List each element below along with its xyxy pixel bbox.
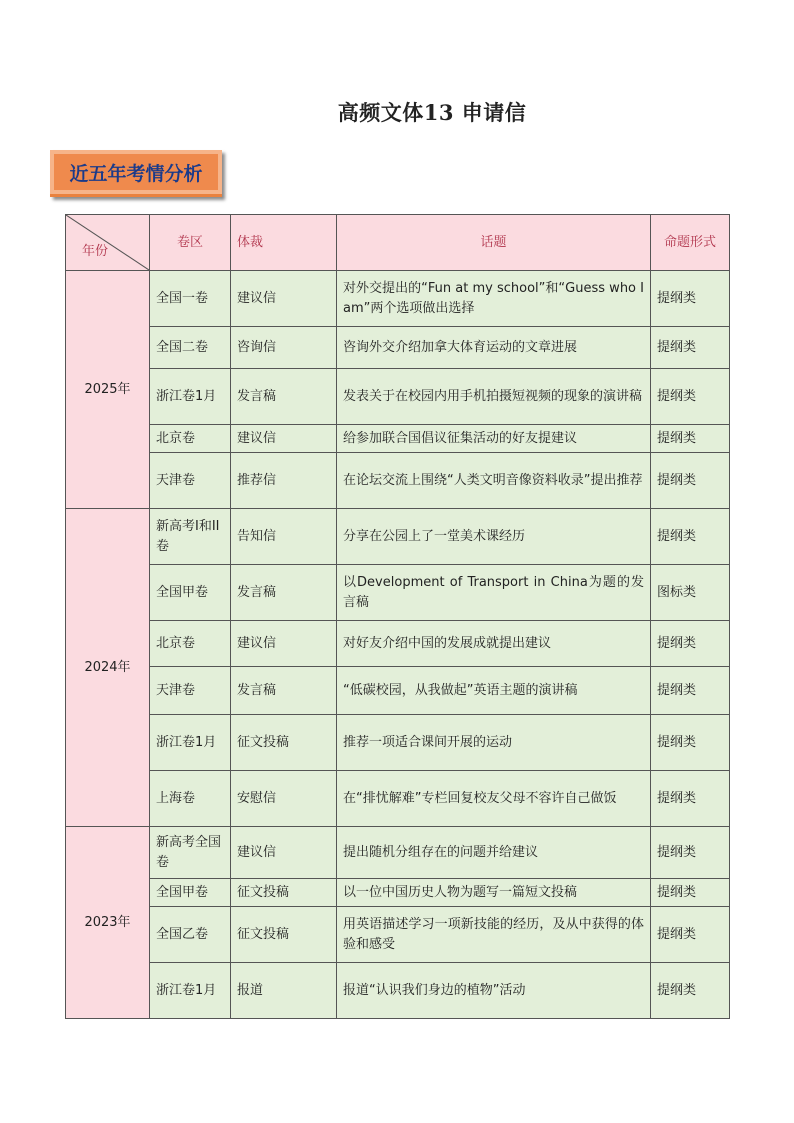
region-cell: 全国甲卷 bbox=[150, 565, 231, 621]
table-row bbox=[66, 271, 730, 327]
type-cell: 征文投稿 bbox=[231, 879, 337, 907]
header-topic: 话题 bbox=[337, 215, 651, 271]
header-region: 卷区 bbox=[150, 215, 231, 271]
form-cell: 提纲类 bbox=[651, 771, 730, 827]
type-cell: 征文投稿 bbox=[231, 715, 337, 771]
type-cell: 安慰信 bbox=[231, 771, 337, 827]
table-row bbox=[66, 771, 730, 827]
type-cell: 告知信 bbox=[231, 509, 337, 565]
table-row bbox=[66, 715, 730, 771]
table-row bbox=[66, 907, 730, 963]
topic-cell: 以Development of Transport in China为题的发言稿 bbox=[337, 565, 651, 621]
section-banner bbox=[50, 150, 222, 197]
topic-cell: “低碳校园，从我做起”英语主题的演讲稿 bbox=[337, 667, 651, 715]
region-cell: 新高考全国卷 bbox=[150, 827, 231, 879]
year-cell: 2023年 bbox=[66, 827, 150, 1019]
region-cell: 新高考I和II卷 bbox=[150, 509, 231, 565]
region-cell: 浙江卷1月 bbox=[150, 963, 231, 1019]
region-cell: 全国甲卷 bbox=[150, 879, 231, 907]
form-cell: 提纲类 bbox=[651, 425, 730, 453]
topic-cell: 推荐一项适合课间开展的运动 bbox=[337, 715, 651, 771]
form-cell: 提纲类 bbox=[651, 963, 730, 1019]
form-cell: 提纲类 bbox=[651, 879, 730, 907]
type-cell: 建议信 bbox=[231, 621, 337, 667]
topic-cell: 在“排忧解难”专栏回复校友父母不容许自己做饭 bbox=[337, 771, 651, 827]
region-cell: 全国一卷 bbox=[150, 271, 231, 327]
year-cell: 2024年 bbox=[66, 509, 150, 827]
topic-cell: 咨询外交介绍加拿大体育运动的文章进展 bbox=[337, 327, 651, 369]
topic-cell: 对外交提出的“Fun at my school”和“Guess who I am”两个选项做出选择 bbox=[337, 271, 651, 327]
table-row bbox=[66, 369, 730, 425]
table-row bbox=[66, 963, 730, 1019]
topic-cell: 发表关于在校园内用手机拍摄短视频的现象的演讲稿 bbox=[337, 369, 651, 425]
table-row bbox=[66, 879, 730, 907]
topic-cell: 给参加联合国倡议征集活动的好友提建议 bbox=[337, 425, 651, 453]
topic-cell: 分享在公园上了一堂美术课经历 bbox=[337, 509, 651, 565]
header-year-label: 年份 bbox=[82, 244, 109, 259]
form-cell: 提纲类 bbox=[651, 667, 730, 715]
region-cell: 全国乙卷 bbox=[150, 907, 231, 963]
topic-cell: 提出随机分组存在的问题并给建议 bbox=[337, 827, 651, 879]
table-row bbox=[66, 827, 730, 879]
form-cell: 提纲类 bbox=[651, 453, 730, 509]
topic-cell: 以一位中国历史人物为题写一篇短文投稿 bbox=[337, 879, 651, 907]
topic-cell: 在论坛交流上围绕“人类文明音像资料收录”提出推荐 bbox=[337, 453, 651, 509]
form-cell: 提纲类 bbox=[651, 621, 730, 667]
section-banner-label: 近五年考情分析 bbox=[69, 162, 203, 185]
type-cell: 建议信 bbox=[231, 425, 337, 453]
table-row bbox=[66, 327, 730, 369]
header-type: 体裁 bbox=[231, 215, 337, 271]
type-cell: 推荐信 bbox=[231, 453, 337, 509]
type-cell: 建议信 bbox=[231, 827, 337, 879]
type-cell: 建议信 bbox=[231, 271, 337, 327]
region-cell: 上海卷 bbox=[150, 771, 231, 827]
header-year bbox=[66, 215, 150, 271]
form-cell: 提纲类 bbox=[651, 369, 730, 425]
exam-analysis-table bbox=[65, 214, 730, 1019]
type-cell: 征文投稿 bbox=[231, 907, 337, 963]
table-row bbox=[66, 667, 730, 715]
table-row bbox=[66, 565, 730, 621]
document-title: 高频文体13 申请信 bbox=[337, 100, 527, 125]
region-cell: 浙江卷1月 bbox=[150, 369, 231, 425]
form-cell: 提纲类 bbox=[651, 715, 730, 771]
table-row bbox=[66, 509, 730, 565]
type-cell: 报道 bbox=[231, 963, 337, 1019]
year-cell: 2025年 bbox=[66, 271, 150, 509]
type-cell: 咨询信 bbox=[231, 327, 337, 369]
form-cell: 提纲类 bbox=[651, 827, 730, 879]
section-banner-inner bbox=[54, 154, 218, 190]
type-cell: 发言稿 bbox=[231, 565, 337, 621]
region-cell: 全国二卷 bbox=[150, 327, 231, 369]
table-row bbox=[66, 425, 730, 453]
region-cell: 浙江卷1月 bbox=[150, 715, 231, 771]
region-cell: 天津卷 bbox=[150, 453, 231, 509]
table-row bbox=[66, 453, 730, 509]
form-cell: 提纲类 bbox=[651, 907, 730, 963]
type-cell: 发言稿 bbox=[231, 667, 337, 715]
topic-cell: 用英语描述学习一项新技能的经历，及从中获得的体验和感受 bbox=[337, 907, 651, 963]
form-cell: 提纲类 bbox=[651, 509, 730, 565]
region-cell: 天津卷 bbox=[150, 667, 231, 715]
form-cell: 提纲类 bbox=[651, 271, 730, 327]
header-form: 命题形式 bbox=[651, 215, 730, 271]
table-row bbox=[66, 621, 730, 667]
type-cell: 发言稿 bbox=[231, 369, 337, 425]
form-cell: 图标类 bbox=[651, 565, 730, 621]
region-cell: 北京卷 bbox=[150, 425, 231, 453]
form-cell: 提纲类 bbox=[651, 327, 730, 369]
topic-cell: 对好友介绍中国的发展成就提出建议 bbox=[337, 621, 651, 667]
region-cell: 北京卷 bbox=[150, 621, 231, 667]
table-header-row bbox=[66, 215, 730, 271]
topic-cell: 报道“认识我们身边的植物”活动 bbox=[337, 963, 651, 1019]
